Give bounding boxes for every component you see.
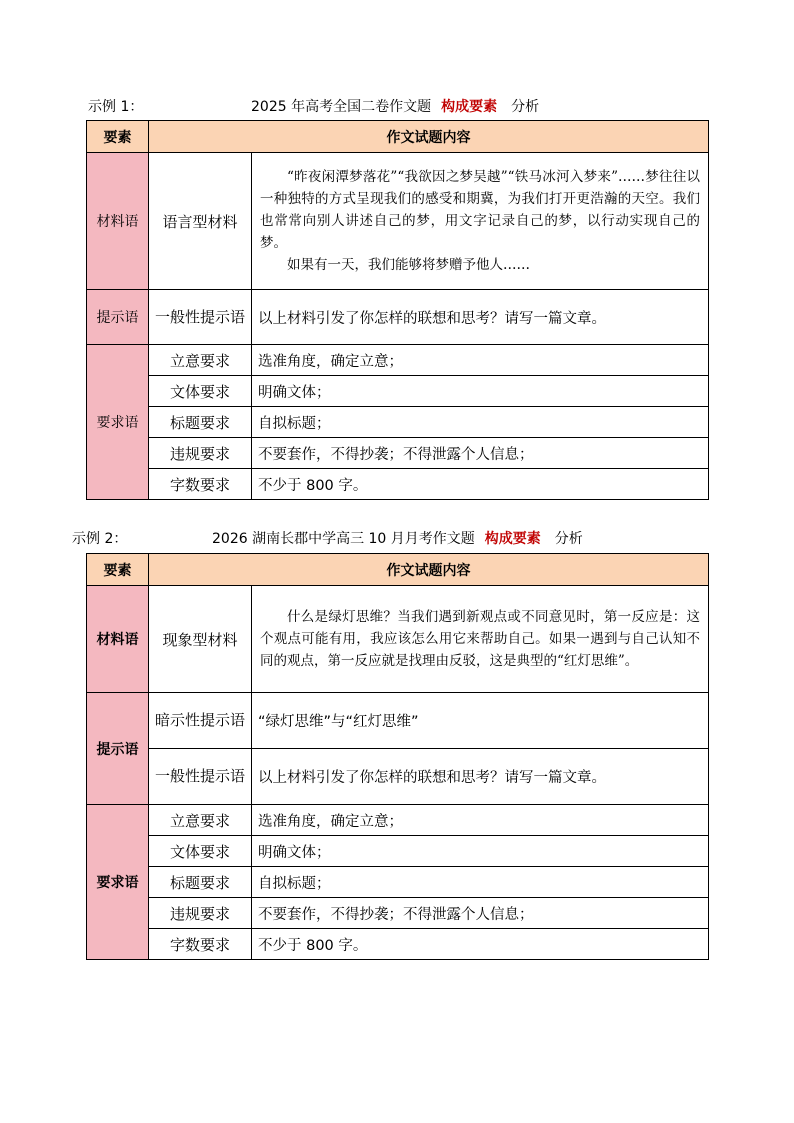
prompt-category: 提示语 <box>87 693 149 805</box>
example-2-title <box>212 529 583 549</box>
example-1-title-emphasis: 构成要素 <box>441 99 498 115</box>
prompt-type: 一般性提示语 <box>149 290 252 345</box>
example-1-title-post: 分析 <box>511 99 540 115</box>
material-paragraph-2: 如果有一天，我们能够将梦赠予他人…… <box>287 257 530 273</box>
prompt-category: 提示语 <box>87 290 149 345</box>
example-2-label: 示例 2： <box>72 531 128 547</box>
prompt-type-general: 一般性提示语 <box>149 749 252 805</box>
requirement-text: 选准角度，确定立意； <box>252 345 709 376</box>
requirement-label: 文体要求 <box>149 376 252 407</box>
material-paragraph-1: 什么是绿灯思维？当我们遇到新观点或不同意见时，第一反应是：这个观点可能有用，我应该怎么用它来帮助自己。如果一遇到与自己认知不同的观点，第一反应就是找理由反驳，这是典型的“红灯思维”。 <box>260 609 700 669</box>
example-2-title-pre: 2026 湖南长郡中学高三 10 月月考作文题 <box>212 531 475 547</box>
requirement-text: 自拟标题； <box>252 407 709 438</box>
example-1-table <box>86 120 709 500</box>
material-type: 语言型材料 <box>149 153 252 290</box>
requirements-category: 要求语 <box>87 805 149 960</box>
material-text <box>252 586 709 693</box>
requirement-text: 不要套作，不得抄袭；不得泄露个人信息； <box>252 898 709 929</box>
prompt-text-implicit: “绿灯思维”与“红灯思维” <box>252 693 709 749</box>
example-2-caption <box>72 529 708 549</box>
requirement-text: 不少于 800 字。 <box>252 929 709 960</box>
prompt-text-general: 以上材料引发了你怎样的联想和思考？请写一篇文章。 <box>252 749 709 805</box>
example-1-caption <box>88 97 708 117</box>
prompt-text: 以上材料引发了你怎样的联想和思考？请写一篇文章。 <box>252 290 709 345</box>
requirement-label: 字数要求 <box>149 929 252 960</box>
material-category: 材料语 <box>87 586 149 693</box>
requirement-text: 明确文体； <box>252 836 709 867</box>
requirement-label: 标题要求 <box>149 407 252 438</box>
material-paragraph-1: “昨夜闲潭梦落花”“我欲因之梦吴越”“铁马冰河入梦来”……梦往往以一种独特的方式呈现我们的感受和期冀，为我们打开更浩瀚的天空。我们也常常向别人讲述自己的梦，用文字记录自己的梦，以行动实现自己的梦。 <box>260 169 700 251</box>
header-content: 作文试题内容 <box>149 121 709 153</box>
requirement-label: 违规要求 <box>149 898 252 929</box>
requirement-label: 违规要求 <box>149 438 252 469</box>
material-category: 材料语 <box>87 153 149 290</box>
material-type: 现象型材料 <box>149 586 252 693</box>
example-2-table <box>86 553 709 960</box>
requirement-text: 不少于 800 字。 <box>252 469 709 500</box>
requirement-label: 文体要求 <box>149 836 252 867</box>
header-element: 要素 <box>87 121 149 153</box>
requirement-text: 明确文体； <box>252 376 709 407</box>
example-1-label: 示例 1： <box>88 99 144 115</box>
requirement-label: 字数要求 <box>149 469 252 500</box>
example-1-title <box>251 97 539 117</box>
requirements-category: 要求语 <box>87 345 149 500</box>
requirement-text: 选准角度，确定立意； <box>252 805 709 836</box>
header-content: 作文试题内容 <box>149 554 709 586</box>
requirement-text: 自拟标题； <box>252 867 709 898</box>
prompt-type-implicit: 暗示性提示语 <box>149 693 252 749</box>
requirement-label: 立意要求 <box>149 345 252 376</box>
requirement-label: 标题要求 <box>149 867 252 898</box>
material-text <box>252 153 709 290</box>
requirement-label: 立意要求 <box>149 805 252 836</box>
example-2-title-post: 分析 <box>554 531 583 547</box>
header-element: 要素 <box>87 554 149 586</box>
example-2-title-emphasis: 构成要素 <box>484 531 541 547</box>
example-1-title-pre: 2025 年高考全国二卷作文题 <box>251 99 432 115</box>
requirement-text: 不要套作，不得抄袭；不得泄露个人信息； <box>252 438 709 469</box>
